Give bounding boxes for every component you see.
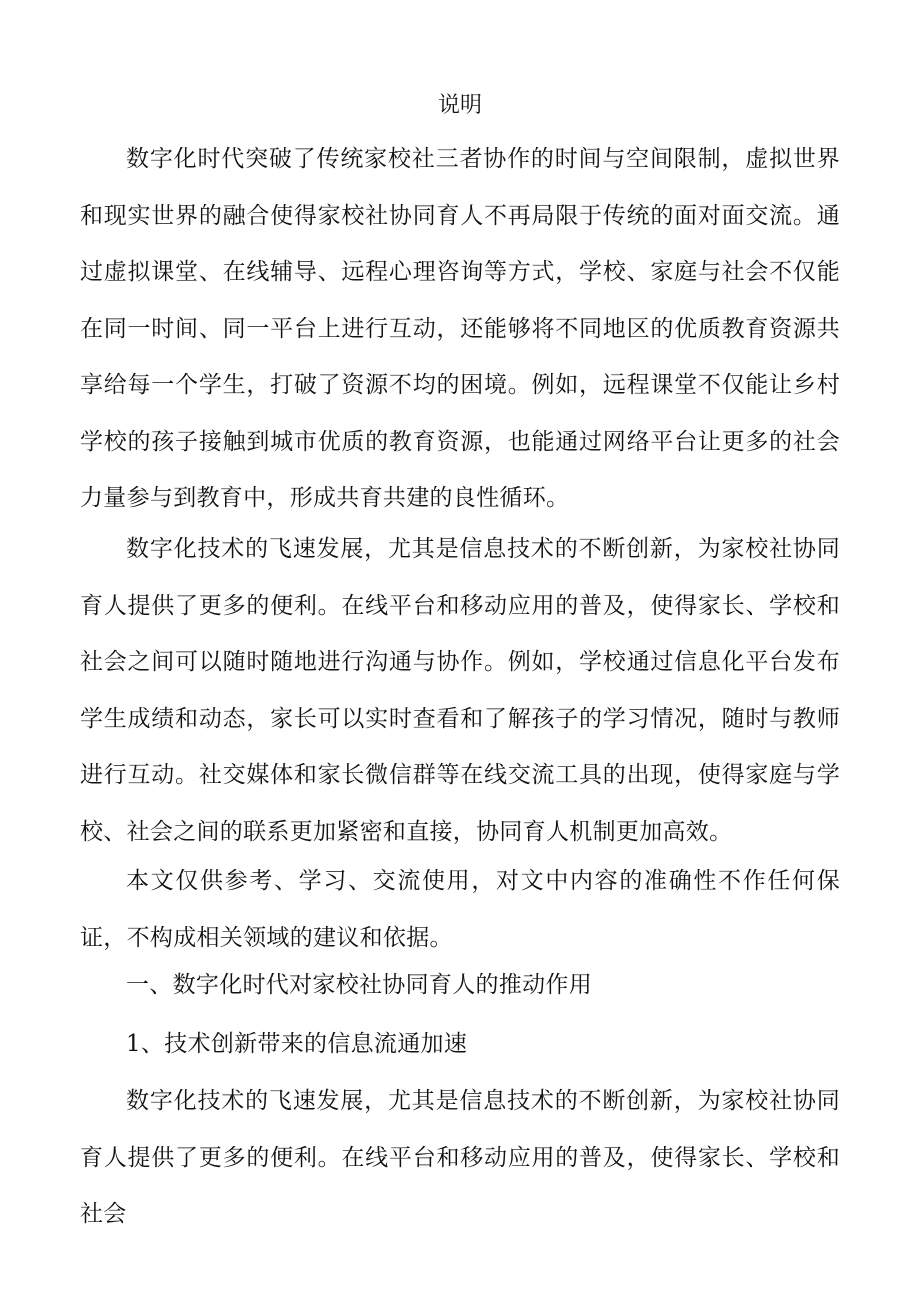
body-paragraph: 数字化技术的飞速发展，尤其是信息技术的不断创新，为家校社协同育人提供了更多的便利。在线平台和移动应用的普及，使得家长、学校和社会 <box>80 1088 840 1227</box>
document-title: 说明 <box>437 93 482 118</box>
subsection-heading: 1、技术创新带来的信息流通加速 <box>126 1031 468 1057</box>
intro-paragraph-1: 数字化时代突破了传统家校社三者协作的时间与空间限制，虚拟世界和现实世界的融合使得家校社协同育人不再局限于传统的面对面交流。通过虚拟课堂、在线辅导、远程心理咨询等方式，学校、家庭与社会不仅能在同一时间、同一平台上进行互动，还能够将不同地区的优质教育资源共享给每一个学生，打破了资源不均的困境。例如，远程课堂不仅能让乡村学校的孩子接触到城市优质的教育资源，也能通过网络平台让更多的社会力量参与到教育中，形成共育共建的良性循环。 <box>80 146 840 511</box>
section-heading: 一、数字化时代对家校社协同育人的推动作用 <box>126 972 592 998</box>
disclaimer-paragraph: 本文仅供参考、学习、交流使用，对文中内容的准确性不作任何保证，不构成相关领域的建议和依据。 <box>80 868 840 951</box>
intro-paragraph-2: 数字化技术的飞速发展，尤其是信息技术的不断创新，为家校社协同育人提供了更多的便利。在线平台和移动应用的普及，使得家长、学校和社会之间可以随时随地进行沟通与协作。例如，学校通过信息化平台发布学生成绩和动态，家长可以实时查看和了解孩子的学习情况，随时与教师进行互动。社交媒体和家长微信群等在线交流工具的出现，使得家庭与学校、社会之间的联系更加紧密和直接，协同育人机制更加高效。 <box>80 536 840 845</box>
